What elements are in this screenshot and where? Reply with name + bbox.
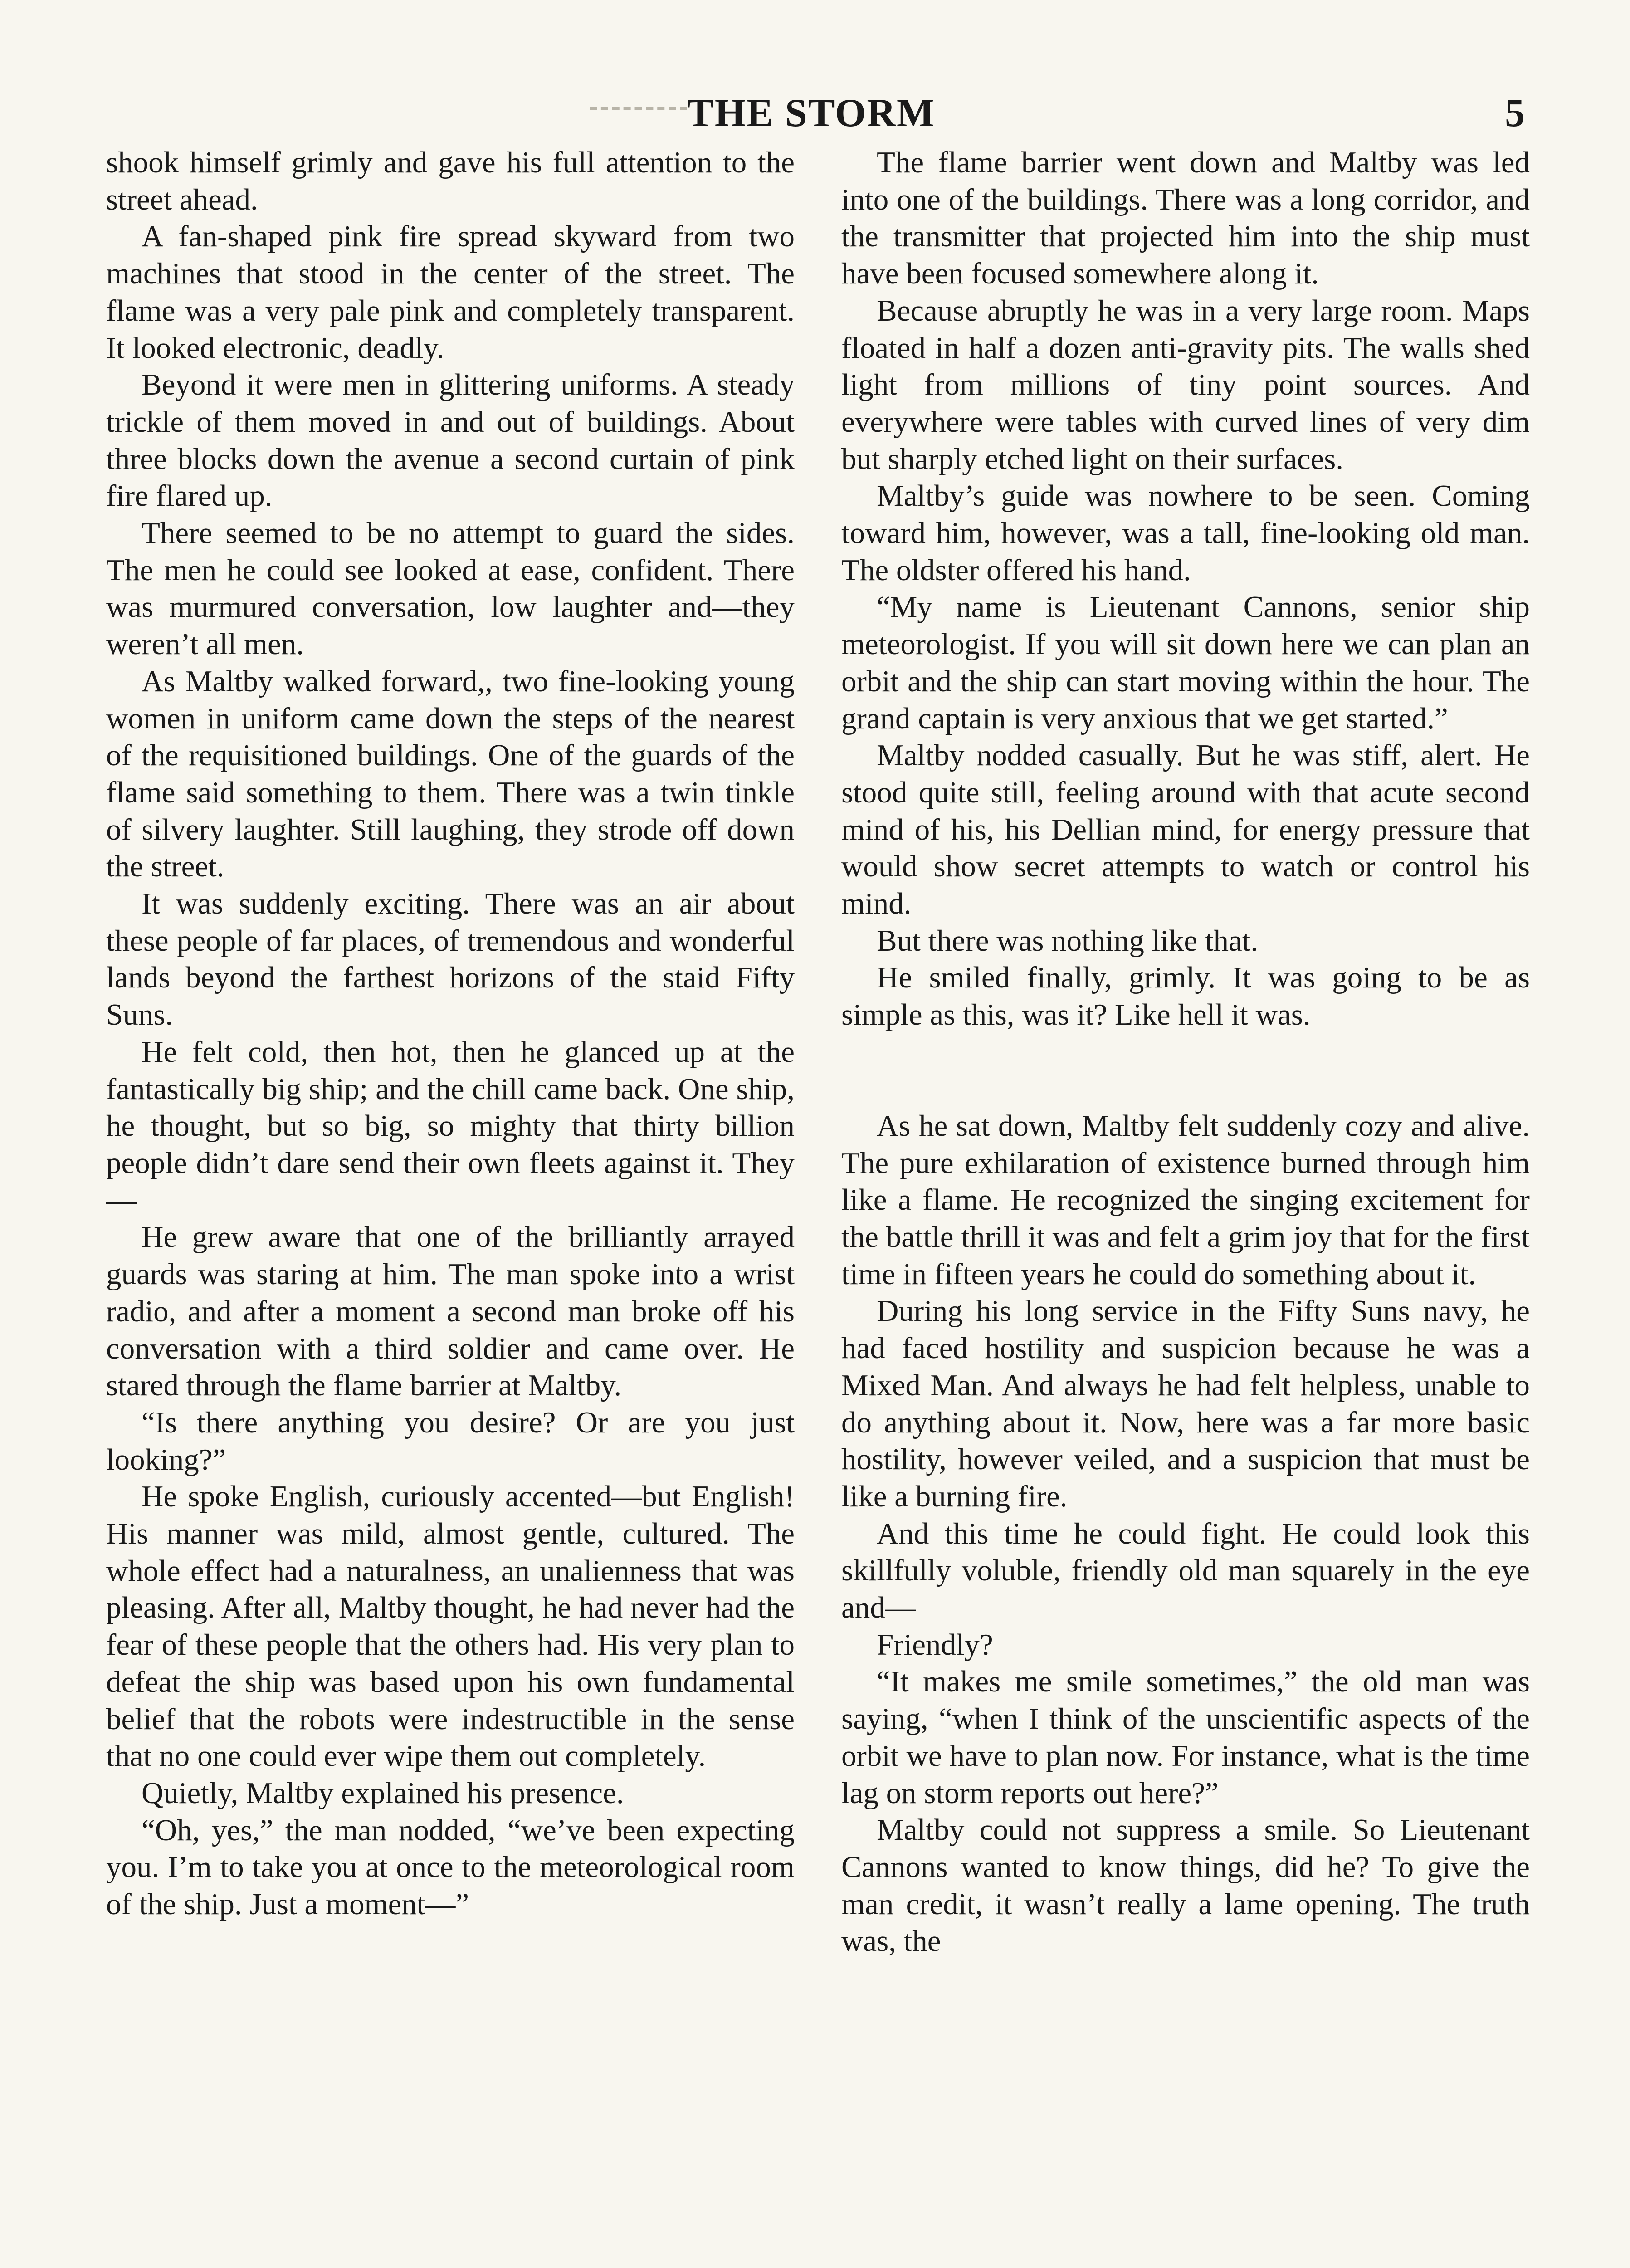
paragraph: He felt cold, then hot, then he glanced up at the fantastically big ship; and the chill came back. One ship, he thought, but so big, so mighty that thirty billion people didn’t dare send their own fleets against it. They—: [106, 1035, 795, 1217]
header-dashes: [590, 107, 687, 110]
paragraph: “It makes me smile sometimes,” the old man was saying, “when I think of the unscientific aspects of the orbit we have to plan now. For instance, what is the time lag on storm reports out here?”: [841, 1665, 1530, 1810]
page-header: [0, 88, 1630, 138]
paragraph: “My name is Lieutenant Cannons, senior ship meteorologist. If you will sit down here we can plan an orbit and the ship can start moving within the hour. The grand captain is very anxious that we get started.”: [841, 590, 1530, 735]
paragraph: He grew aware that one of the brilliantly arrayed guards was staring at him. The man spoke into a wrist radio, and after a moment a second man broke off his conversation with a third soldier and came over. He stared through the flame barrier at Maltby.: [106, 1220, 795, 1403]
paragraph: There seemed to be no attempt to guard the sides. The men he could see looked at ease, confident. There was murmured conversation, low laughter and—they weren’t all men.: [106, 516, 795, 661]
paragraph: It was suddenly exciting. There was an air about these people of far places, of tremendous and wonderful lands beyond the farthest horizons of the staid Fifty Suns.: [106, 887, 795, 1032]
paragraph: As he sat down, Maltby felt suddenly cozy and alive. The pure exhilaration of existence burned through him like a flame. He recognized the singing excitement for the battle thrill it was and felt a grim joy that for the first time in fifteen years he could do something about it.: [841, 1109, 1530, 1291]
paragraph: He spoke English, curiously accented—but English! His manner was mild, almost gentle, cultured. The whole effect had a naturalness, an unalienness that was pleasing. After all, Maltby thought, he had never had the fear of these people that the others had. His very plan to defeat the ship was based upon his own fundamental belief that the robots were indestructible in the sense that no one could ever wipe them out completely.: [106, 1480, 795, 1773]
paragraph: Maltby’s guide was nowhere to be seen. Coming toward him, however, was a tall, fine-looking old man. The oldster offered his hand.: [841, 479, 1530, 587]
paragraph: The flame barrier went down and Maltby was led into one of the buildings. There was a long corridor, and the transmitter that projected him into the ship must have been focused somewhere along it.: [841, 146, 1530, 291]
paragraph: And this time he could fight. He could look this skillfully voluble, friendly old man squarely in the eye and—: [841, 1516, 1530, 1625]
paragraph: Friendly?: [877, 1628, 993, 1662]
page-number: 5: [1505, 91, 1525, 135]
paragraph: During his long service in the Fifty Suns navy, he had faced hostility and suspicion because he was a Mixed Man. And always he had felt helpless, unable to do anything about it. Now, here was a far more basic hostility, however veiled, and a suspicion that must be like a burning fire.: [841, 1294, 1530, 1513]
paragraph: Maltby could not suppress a smile. So Lieutenant Cannons wanted to know things, did he? To give the man credit, it wasn’t really a lame opening. The truth was, the: [841, 1813, 1530, 1958]
paragraph: Quietly, Maltby explained his presence.: [142, 1776, 624, 1810]
paragraph: A fan-shaped pink fire spread skyward from two machines that stood in the center of the street. The flame was a very pale pink and completely transparent. It looked electronic, deadly.: [106, 220, 795, 365]
paragraph: shook himself grimly and gave his full attention to the street ahead.: [106, 146, 795, 216]
left-column: [106, 144, 795, 1923]
paragraph: As Maltby walked forward,, two fine-looking young women in uniform came down the steps of the nearest of the requisitioned buildings. One of the guards of the flame said something to them. There was a twin tinkle of silvery laughter. Still laughing, they strode off down the street.: [106, 664, 795, 884]
paragraph: Because abruptly he was in a very large room. Maps floated in half a dozen anti-gravity pits. The walls shed light from millions of tiny point sources. And everywhere were tables with curved lines of very dim but sharply etched light on their surfaces.: [841, 293, 1530, 476]
paragraph: “Oh, yes,” the man nodded, “we’ve been expecting you. I’m to take you at once to the meteorological room of the ship. Just a moment—”: [106, 1813, 795, 1921]
paragraph: He smiled finally, grimly. It was going to be as simple as this, was it? Like hell it was.: [841, 961, 1530, 1032]
paragraph: Beyond it were men in glittering uniforms. A steady trickle of them moved in and out of buildings. About three blocks down the avenue a second curtain of pink fire flared up.: [106, 368, 795, 513]
paragraph: But there was nothing like that.: [877, 924, 1259, 958]
paragraph: Maltby nodded casually. But he was stiff, alert. He stood quite still, feeling around with that acute second mind of his, his Dellian mind, for energy pressure that would show secret attempts to watch or control his mind.: [841, 738, 1530, 921]
right-column: [841, 144, 1530, 1960]
running-title: THE STORM: [687, 91, 935, 135]
paragraph: “Is there anything you desire? Or are you just looking?”: [106, 1405, 795, 1476]
